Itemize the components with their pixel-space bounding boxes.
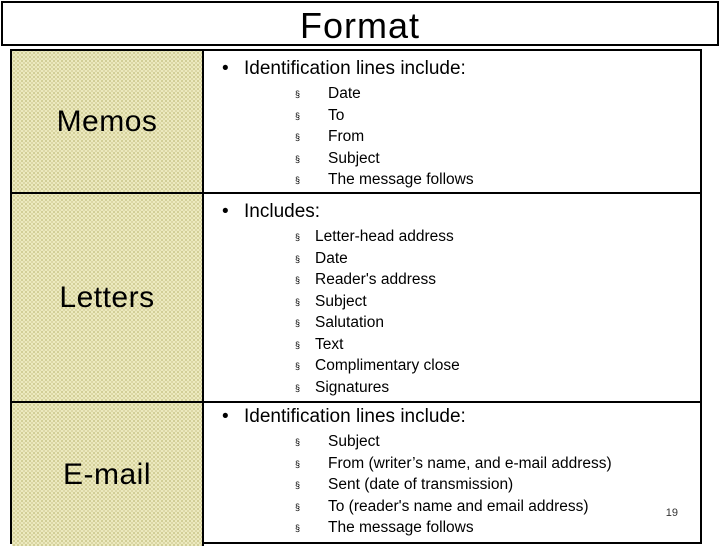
square-bullet-icon: § [295,480,301,490]
page-number: 19 [665,507,678,519]
row-label-cell [12,194,204,401]
square-bullet-icon: § [295,318,301,328]
row-label-memos: Memos [56,104,158,138]
list-item [295,496,612,518]
memos-heading [222,58,466,80]
list-item [295,291,460,313]
list-item [295,355,460,377]
list-item [295,517,612,539]
slide-title: Format [299,5,420,46]
square-bullet-icon: § [295,437,301,447]
row-email [12,403,700,546]
list-item [295,474,612,496]
list-item [295,83,474,105]
list-item [295,334,460,356]
list-item-text: Date [328,85,361,102]
memos-heading-text: Identification lines include: [244,58,466,79]
list-item-text: To [328,106,345,124]
square-bullet-icon: § [295,382,301,393]
row-memos [12,51,700,194]
list-item-text: To (reader's name and email address) [328,497,589,515]
list-item-text: Reader's address [315,271,436,288]
letters-heading-text: Includes: [244,201,321,222]
square-bullet-icon: § [295,175,301,185]
list-item-text: Subject [328,149,380,167]
list-item-text: Complimentary close [315,357,460,374]
row-label-cell [12,403,204,546]
square-bullet-icon: § [295,339,301,350]
list-item-text: Salutation [315,314,384,331]
square-bullet-icon: § [295,275,301,285]
letters-list [295,226,460,398]
list-item [295,148,474,170]
list-item-text: From (writer’s name, and e-mail address) [328,454,612,472]
letters-heading [222,201,320,223]
square-bullet-icon: § [295,89,301,99]
format-table [10,49,702,544]
title-bar [1,1,719,46]
list-item-text: The message follows [328,519,474,536]
list-item [295,269,460,291]
list-item [295,226,460,248]
square-bullet-icon: § [295,501,301,512]
list-item [295,312,460,334]
list-item [295,431,612,453]
bullet-icon: • [222,58,229,79]
square-bullet-icon: § [295,458,301,469]
square-bullet-icon: § [295,361,301,371]
list-item-text: Subject [328,433,380,450]
square-bullet-icon: § [295,253,301,264]
list-item [295,126,474,148]
list-item-text: Letter-head address [315,228,454,245]
square-bullet-icon: § [295,296,301,307]
list-item-text: From [328,128,365,145]
square-bullet-icon: § [295,523,301,533]
list-item-text: Signatures [315,378,390,396]
square-bullet-icon: § [295,232,301,242]
list-item-text: Sent (date of transmission) [328,476,514,493]
square-bullet-icon: § [295,110,301,121]
email-heading-text: Identification lines include: [244,406,466,427]
list-item [295,248,460,270]
row-label-email: E-mail [62,457,151,491]
row-content-memos [204,51,700,192]
list-item [295,169,474,191]
list-item-text: The message follows [328,171,474,188]
list-item [295,377,460,399]
square-bullet-icon: § [295,132,301,142]
row-label-letters: Letters [59,280,155,314]
row-content-letters [204,194,700,401]
list-item-text: Subject [315,292,367,310]
row-content-email [204,403,700,546]
list-item [295,105,474,127]
list-item-text: Date [315,249,348,267]
square-bullet-icon: § [295,153,301,164]
bullet-icon: • [222,201,229,222]
email-heading [222,406,466,428]
list-item [295,453,612,475]
bullet-icon: • [222,406,229,427]
list-item-text: Text [315,335,344,353]
email-list [295,431,612,539]
row-letters [12,194,700,403]
row-label-cell [12,51,204,192]
memos-list [295,83,474,191]
